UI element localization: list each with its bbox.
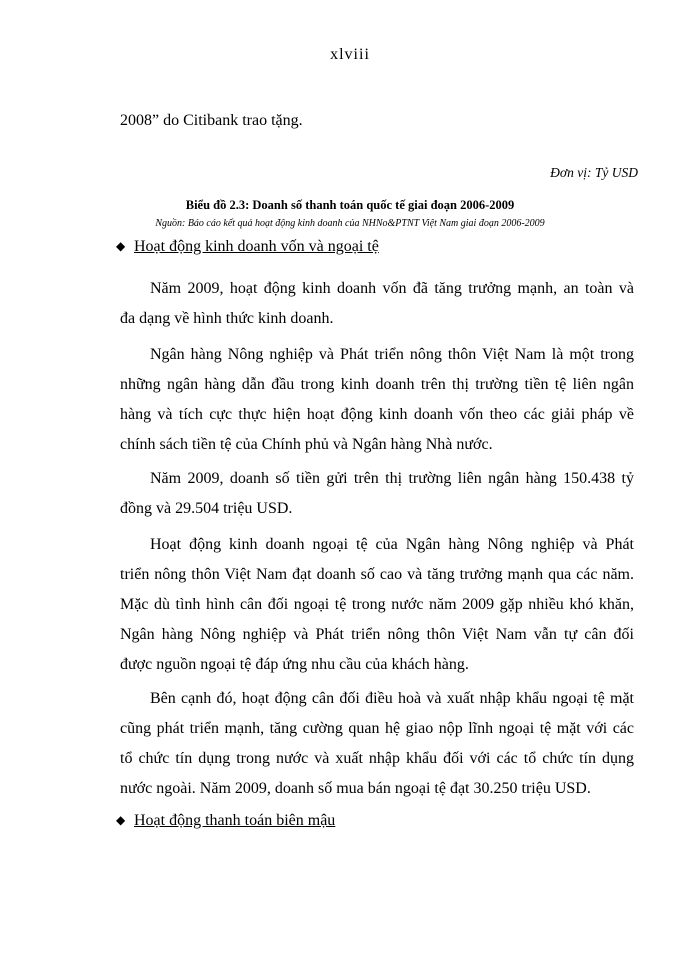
paragraph-line: Mặc dù tình hình cân đối ngoại tệ trong nước năm 2009 gặp nhiều khó khăn,	[120, 596, 634, 613]
paragraph-line: Năm 2009, hoạt động kinh doanh vốn đã tăng trưởng mạnh, an toàn và	[150, 280, 634, 297]
paragraph-line: Ngân hàng Nông nghiệp và Phát triển nông thôn Việt Nam là một trong	[150, 346, 634, 363]
paragraph-line: Bên cạnh đó, hoạt động cân đối điều hoà và xuất nhập khẩu ngoại tệ mặt	[150, 690, 634, 707]
diamond-bullet-icon: ◆	[116, 239, 126, 253]
paragraph-line: Năm 2009, doanh số tiền gửi trên thị trường liên ngân hàng 150.438 tỷ	[150, 470, 634, 487]
paragraph-line: hàng và tích cực thực hiện hoạt động kinh doanh vốn theo các giải pháp về	[120, 406, 634, 423]
paragraph-line: đồng và 29.504 triệu USD.	[120, 500, 293, 517]
paragraph-line: triển nông thôn Việt Nam đạt doanh số cao và tăng trưởng mạnh qua các năm.	[120, 566, 634, 583]
paragraph-3	[120, 464, 634, 524]
page-number: xlviii	[330, 46, 370, 63]
paragraph-2	[120, 340, 634, 460]
paragraph-4	[120, 530, 634, 680]
continuation-text: 2008” do Citibank trao tặng.	[120, 112, 303, 129]
section-heading-text: Hoạt động thanh toán biên mậu	[134, 812, 336, 829]
paragraph-1	[120, 274, 634, 334]
paragraph-5	[120, 684, 634, 804]
chart-source: Nguồn: Báo cáo kết quả hoạt động kinh doanh của NHNo&PTNT Việt Nam giai đoạn 2006-2009	[155, 218, 545, 229]
paragraph-line: chính sách tiền tệ của Chính phủ và Ngân hàng Nhà nước.	[120, 436, 493, 453]
section-heading-capital-forex	[116, 238, 379, 256]
paragraph-line: Ngân hàng Nông nghiệp và Phát triển nông thôn Việt Nam vẫn tự cân đối	[120, 626, 634, 643]
diamond-bullet-icon: ◆	[116, 813, 126, 827]
paragraph-line: Hoạt động kinh doanh ngoại tệ của Ngân hàng Nông nghiệp và Phát	[150, 536, 634, 553]
paragraph-line: cũng phát triển mạnh, tăng cường quan hệ giao nộp lĩnh ngoại tệ mặt với các	[120, 720, 634, 737]
paragraph-line: tổ chức tín dụng trong nước và xuất nhập khẩu đối với các tổ chức tín dụng	[120, 750, 634, 767]
section-heading-text: Hoạt động kinh doanh vốn và ngoại tệ	[134, 238, 379, 255]
section-heading-border-trade	[116, 812, 335, 830]
paragraph-line: đa dạng về hình thức kinh doanh.	[120, 310, 334, 327]
paragraph-line: nước ngoài. Năm 2009, doanh số mua bán ngoại tệ đạt 30.250 triệu USD.	[120, 780, 591, 797]
unit-note: Đơn vị: Tỷ USD	[550, 165, 638, 180]
paragraph-line: những ngân hàng dẫn đầu trong kinh doanh trên thị trường tiền tệ liên ngân	[120, 376, 634, 393]
paragraph-line: được nguồn ngoại tệ đáp ứng nhu cầu của khách hàng.	[120, 656, 469, 673]
chart-caption: Biểu đồ 2.3: Doanh số thanh toán quốc tế giai đoạn 2006-2009	[185, 198, 515, 212]
